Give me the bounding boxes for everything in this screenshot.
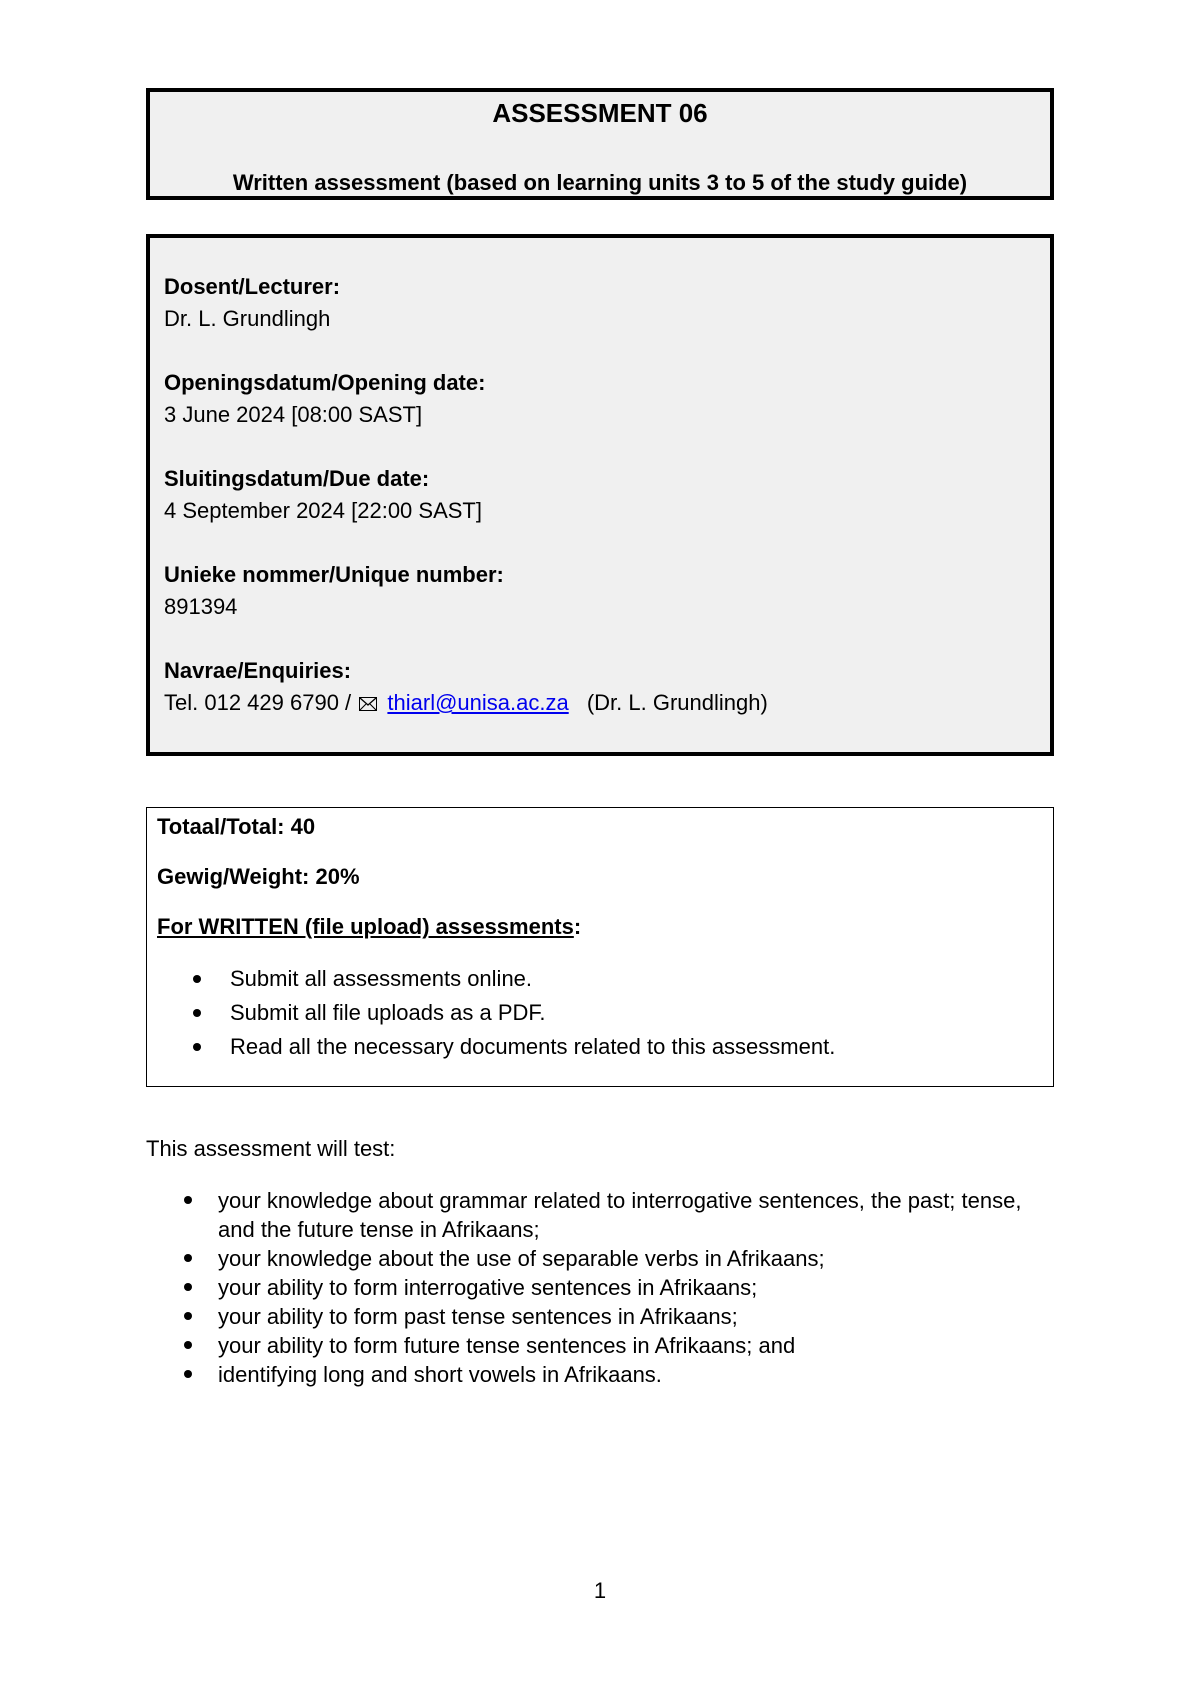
objective-text: your ability to form past tense sentences in Afrikaans; <box>218 1304 738 1329</box>
enquiries-label: Navrae/Enquiries: <box>164 658 352 683</box>
bullet-icon <box>184 1312 192 1320</box>
objective-text: your ability to form interrogative sentences in Afrikaans; <box>218 1275 758 1300</box>
due-date-label: Sluitingsdatum/Due date: <box>164 466 430 491</box>
mail-icon <box>359 697 377 711</box>
bullet-icon <box>184 1341 192 1349</box>
upload-heading-text: For WRITTEN (file upload) assessments <box>157 914 574 939</box>
bullet-icon <box>193 975 201 983</box>
bullet-icon <box>184 1370 192 1378</box>
assessment-info-box <box>146 234 1054 756</box>
totals-box <box>146 807 1054 1087</box>
list-item <box>146 1360 1058 1389</box>
bullet-icon <box>193 1043 201 1051</box>
assessment-header-box <box>146 88 1054 200</box>
list-item <box>146 1331 1058 1360</box>
enquiries-contact: (Dr. L. Grundlingh) <box>586 690 768 715</box>
opening-date-value: 3 June 2024 [08:00 SAST] <box>164 402 423 427</box>
enquiries-telephone: Tel. 012 429 6790 / <box>164 690 352 715</box>
objective-text: identifying long and short vowels in Afrikaans. <box>218 1362 662 1387</box>
list-item <box>147 1034 835 1068</box>
upload-heading <box>157 914 581 940</box>
list-item <box>146 1302 1058 1331</box>
objective-text: your knowledge about grammar related to interrogative sentences, the past; tense, and the future tense in Afrikaans; <box>218 1188 1022 1242</box>
list-item <box>147 966 835 1000</box>
lecturer-label: Dosent/Lecturer: <box>164 274 341 299</box>
due-date-value: 4 September 2024 [22:00 SAST] <box>164 498 482 523</box>
list-item <box>147 1000 835 1034</box>
objectives-list <box>146 1186 1058 1389</box>
weight: Gewig/Weight: 20% <box>157 864 360 889</box>
enquiries-line <box>164 690 768 716</box>
unique-number-value: 891394 <box>164 594 238 619</box>
email-link[interactable]: thiarl@unisa.ac.za <box>387 690 569 715</box>
bullet-icon <box>184 1254 192 1262</box>
assessment-subtitle: Written assessment (based on learning units 3 to 5 of the study guide) <box>232 170 968 195</box>
assessment-title: ASSESSMENT 06 <box>492 98 708 128</box>
objective-text: your ability to form future tense sentences in Afrikaans; and <box>218 1333 796 1358</box>
total-marks: Totaal/Total: 40 <box>157 814 316 839</box>
list-item <box>146 1186 1058 1244</box>
list-item <box>146 1273 1058 1302</box>
list-item <box>146 1244 1058 1273</box>
requirement-text: Submit all assessments online. <box>230 966 533 991</box>
requirements-list <box>147 966 835 1068</box>
objective-text: your knowledge about the use of separable verbs in Afrikaans; <box>218 1246 825 1271</box>
opening-date-label: Openingsdatum/Opening date: <box>164 370 486 395</box>
intro-text: This assessment will test: <box>146 1136 396 1161</box>
unique-number-label: Unieke nommer/Unique number: <box>164 562 504 587</box>
lecturer-value: Dr. L. Grundlingh <box>164 306 331 331</box>
requirement-text: Read all the necessary documents related to this assessment. <box>230 1034 836 1059</box>
page-number: 1 <box>593 1578 607 1603</box>
requirement-text: Submit all file uploads as a PDF. <box>230 1000 546 1025</box>
bullet-icon <box>193 1009 201 1017</box>
bullet-icon <box>184 1196 192 1204</box>
upload-heading-colon: : <box>573 914 582 939</box>
bullet-icon <box>184 1283 192 1291</box>
